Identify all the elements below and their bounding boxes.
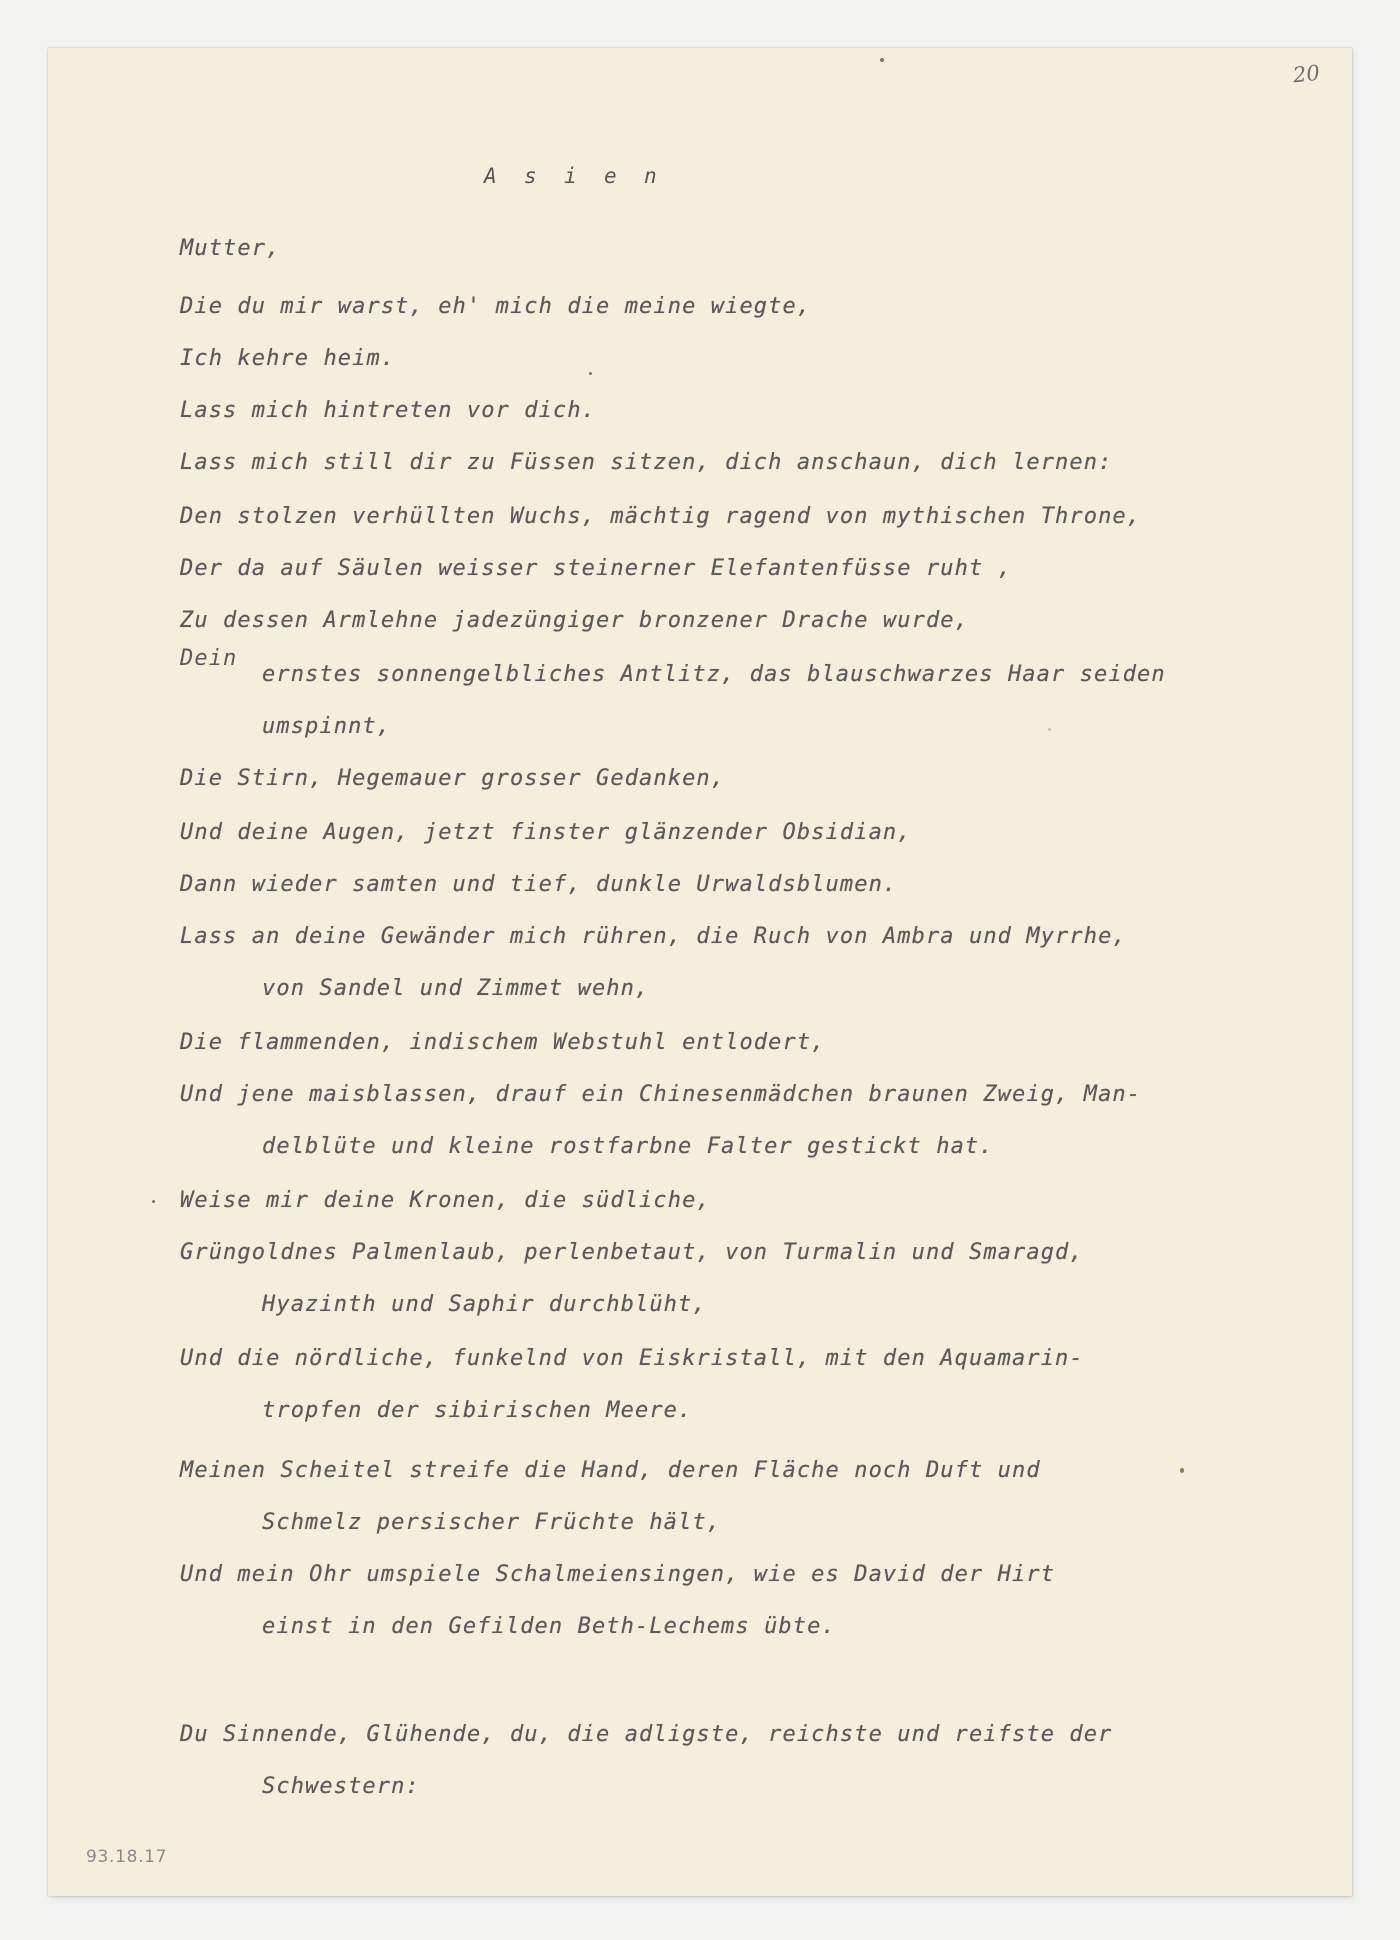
poem-line: Und jene maisblassen, drauf ein Chinesenmädchen braunen Zweig, Man-: [180, 1082, 1142, 1107]
poem-line: Dann wieder samten und tief, dunkle Urwaldsblumen.: [180, 872, 898, 897]
paper-speck: [880, 58, 884, 62]
poem-line: tropfen der sibirischen Meere.: [262, 1398, 693, 1423]
paper-speck: [1048, 728, 1051, 731]
poem-line: Und die nördliche, funkelnd von Eiskristall, mit den Aquamarin-: [180, 1346, 1084, 1371]
paper-speck: [152, 1200, 155, 1203]
poem-line: ernstes sonnengelbliches Antlitz, das blauschwarzes Haar seiden: [262, 662, 1166, 687]
poem-line: Den stolzen verhüllten Wuchs, mächtig ragend von mythischen Throne,: [180, 504, 1142, 529]
poem-line: einst in den Gefilden Beth-Lechems übte.: [262, 1614, 836, 1639]
poem-line: Mutter,: [180, 236, 281, 261]
poem-line-dein: Dein: [180, 646, 238, 671]
poem-line: Die flammenden, indischem Webstuhl entlodert,: [180, 1030, 826, 1055]
paper-speck: [589, 372, 592, 375]
poem-line: Du Sinnende, Glühende, du, die adligste, reichste und reifste der: [180, 1722, 1113, 1747]
poem-line: Die du mir warst, eh' mich die meine wiegte,: [180, 294, 812, 319]
archive-id: 93.18.17: [86, 1847, 168, 1867]
poem-line: Ich kehre heim.: [180, 346, 396, 371]
poem-line: Lass mich still dir zu Füssen sitzen, dich anschaun, dich lernen:: [180, 450, 1113, 475]
poem-line: Die Stirn, Hegemauer grosser Gedanken,: [180, 766, 726, 791]
poem-line: Hyazinth und Saphir durchblüht,: [262, 1292, 707, 1317]
poem-line: Schwestern:: [262, 1774, 420, 1799]
page-number: 20: [1291, 60, 1321, 88]
poem-line: Schmelz persischer Früchte hält,: [262, 1510, 722, 1535]
paper-speck: [1180, 1468, 1184, 1473]
poem-line: Lass an deine Gewänder mich rühren, die Ruch von Ambra und Myrrhe,: [180, 924, 1127, 949]
poem-line: delblüte und kleine rostfarbne Falter gestickt hat.: [262, 1134, 994, 1159]
poem-line: Grüngoldnes Palmenlaub, perlenbetaut, von Turmalin und Smaragd,: [180, 1240, 1084, 1265]
poem-line: umspinnt,: [262, 714, 392, 739]
poem-line: von Sandel und Zimmet wehn,: [262, 976, 650, 1001]
poem-line: Meinen Scheitel streife die Hand, deren Fläche noch Duft und: [180, 1458, 1041, 1483]
poem-line: Weise mir deine Kronen, die südliche,: [180, 1188, 711, 1213]
poem-line: Zu dessen Armlehne jadezüngiger bronzener Drache wurde,: [180, 608, 969, 633]
poem-title: A s i e n: [484, 164, 664, 188]
poem-line: Und mein Ohr umspiele Schalmeiensingen, wie es David der Hirt: [180, 1562, 1056, 1587]
poem-line: Lass mich hintreten vor dich.: [180, 398, 597, 423]
poem-line: Und deine Augen, jetzt finster glänzender Obsidian,: [180, 820, 912, 845]
poem-line: Der da auf Säulen weisser steinerner Elefantenfüsse ruht ,: [180, 556, 1013, 581]
